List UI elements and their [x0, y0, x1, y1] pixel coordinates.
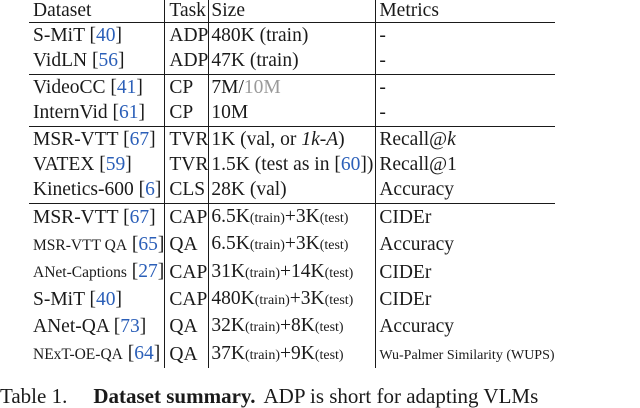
metric-part: CIDEr	[379, 206, 432, 228]
metric-cell	[376, 48, 555, 74]
table-body	[29, 23, 555, 369]
metric-cell	[376, 313, 555, 340]
citation-link[interactable]: 67	[129, 128, 150, 150]
size-part: (test)	[319, 238, 349, 254]
header-task: Task	[165, 0, 209, 23]
size-part: 31K	[211, 260, 245, 282]
metric-cell	[376, 152, 555, 177]
size-part: +8K	[279, 315, 315, 337]
metric-part: k	[447, 128, 456, 150]
size-part: +3K	[284, 233, 320, 255]
metric-cell	[376, 177, 555, 203]
metric-part: Wu-Palmer Similarity (WUPS)	[379, 347, 555, 363]
task-cell: CP	[165, 100, 209, 126]
header-metrics: Metrics	[376, 0, 555, 23]
table-row	[29, 341, 555, 368]
citation-link[interactable]: 64	[134, 343, 154, 365]
dataset-name: ANet-QA	[33, 316, 109, 338]
task-cell: TVR	[165, 152, 209, 177]
size-part: (test)	[319, 210, 349, 226]
caption-label: Table 1.	[0, 384, 68, 408]
size-cell	[209, 100, 376, 126]
metric-part: CIDEr	[379, 289, 432, 311]
metric-part: Accuracy	[379, 316, 455, 338]
size-cell	[209, 23, 376, 49]
metric-cell	[376, 286, 555, 313]
dataset-cell: NExT-OE-QA [64]	[29, 341, 165, 368]
header-size: Size	[209, 0, 376, 23]
table-row	[29, 152, 555, 177]
size-part: (train)	[245, 265, 280, 281]
citation-link[interactable]: 67	[129, 206, 150, 228]
citation-link[interactable]: 61	[119, 102, 139, 124]
size-part: ])	[360, 154, 374, 176]
metric-part: Accuracy	[379, 234, 455, 256]
citation-link[interactable]: 59	[105, 154, 126, 176]
task-cell: CAP	[165, 203, 209, 231]
citation-link[interactable]: 41	[116, 76, 137, 98]
metric-part: -	[379, 76, 386, 98]
citation-link[interactable]: 73	[120, 316, 140, 338]
task-cell: ADP	[165, 23, 209, 49]
size-part: (train)	[249, 210, 285, 226]
dataset-cell: InternVid [61]	[29, 100, 165, 126]
citation-link[interactable]: 65	[138, 233, 158, 255]
size-part: 28K (val)	[211, 179, 287, 201]
table-row	[29, 177, 555, 203]
citation-link[interactable]: 40	[96, 25, 116, 46]
size-part: +3K	[289, 288, 325, 310]
metric-part: -	[379, 50, 386, 72]
metric-part: -	[379, 25, 386, 46]
caption-text: ADP is short for adapting VLMs	[263, 384, 539, 408]
size-part: 6.5K	[211, 205, 250, 227]
size-cell	[209, 286, 376, 313]
table-row	[29, 48, 555, 74]
size-cell	[209, 203, 376, 231]
task-cell: QA	[165, 341, 209, 368]
table-row	[29, 313, 555, 340]
size-part: 10M	[211, 102, 249, 124]
size-part: 47K (train)	[211, 50, 299, 72]
size-cell	[209, 341, 376, 368]
size-part: )	[338, 128, 345, 150]
size-part: 7M/	[211, 76, 244, 98]
dataset-cell: VidLN [56]	[29, 48, 165, 74]
size-part: (test)	[324, 293, 354, 309]
dataset-name: ANet-Captions	[33, 264, 127, 282]
dataset-cell: VATEX [59]	[29, 152, 165, 177]
dataset-name: NExT-OE-QA	[33, 346, 123, 364]
metric-part: Recall@1	[379, 154, 457, 176]
size-part: +9K	[279, 342, 315, 364]
size-part: 37K	[211, 342, 245, 364]
size-part: (test)	[324, 265, 354, 281]
size-part: 32K	[211, 315, 245, 337]
size-part: (train)	[254, 293, 290, 309]
size-part: (train)	[245, 320, 280, 336]
metric-cell	[376, 259, 555, 286]
size-cell	[209, 48, 376, 74]
dataset-name: VidLN	[33, 50, 88, 72]
size-cell	[209, 231, 376, 258]
dataset-name: Kinetics-600	[33, 179, 134, 201]
dataset-name: MSR-VTT	[33, 206, 119, 228]
size-part: 480K	[211, 288, 255, 310]
table-row	[29, 74, 555, 100]
metric-cell	[376, 341, 555, 368]
task-cell: CAP	[165, 286, 209, 313]
table-row	[29, 203, 555, 231]
size-part: (test)	[314, 347, 344, 363]
table-header-row	[29, 0, 555, 23]
size-cell	[209, 126, 376, 152]
size-part: (train)	[249, 238, 285, 254]
dataset-name: VideoCC	[33, 76, 106, 98]
task-cell: QA	[165, 313, 209, 340]
caption-title: Dataset summary.	[93, 384, 256, 408]
dataset-name: S-MiT	[33, 289, 85, 311]
size-cell	[209, 259, 376, 286]
citation-link[interactable]: 40	[96, 289, 116, 311]
dataset-cell: S-MiT [40]	[29, 286, 165, 313]
size-part: 1.5K (test as in [	[211, 154, 341, 176]
citation-link[interactable]: 6	[145, 179, 155, 201]
dataset-name: MSR-VTT QA	[33, 236, 128, 254]
task-cell: ADP	[165, 48, 209, 74]
size-part: 6.5K	[211, 233, 250, 255]
task-cell: QA	[165, 231, 209, 258]
table-row	[29, 259, 555, 286]
dataset-cell: ANet-QA [73]	[29, 313, 165, 340]
table-row	[29, 100, 555, 126]
table-row	[29, 23, 555, 49]
size-cell	[209, 177, 376, 203]
dataset-summary-table	[29, 0, 555, 368]
table-row	[29, 126, 555, 152]
dataset-cell: VideoCC [41]	[29, 74, 165, 100]
metric-part: -	[379, 102, 386, 124]
size-part: 1K (val, or	[211, 128, 302, 150]
dataset-name: VATEX	[33, 154, 95, 176]
citation-link[interactable]: 56	[98, 50, 118, 72]
dataset-cell: MSR-VTT [67]	[29, 126, 165, 152]
dataset-cell: MSR-VTT QA [65]	[29, 231, 165, 258]
size-part: +14K	[279, 260, 325, 282]
size-part: 10M	[243, 76, 281, 98]
size-cell	[209, 313, 376, 340]
dataset-cell: MSR-VTT [67]	[29, 203, 165, 231]
size-part: 480K (train)	[211, 25, 309, 46]
dataset-name: MSR-VTT	[33, 128, 119, 150]
task-cell: TVR	[165, 126, 209, 152]
table-row	[29, 231, 555, 258]
size-cell	[209, 74, 376, 100]
task-cell: CAP	[165, 259, 209, 286]
dataset-cell: ANet-Captions [27]	[29, 259, 165, 286]
size-part: 1k-A	[301, 128, 339, 150]
size-part: (train)	[245, 347, 280, 363]
metric-cell	[376, 203, 555, 231]
citation-link[interactable]: 27	[138, 261, 158, 283]
metric-cell	[376, 231, 555, 258]
metric-cell	[376, 74, 555, 100]
metric-part: Accuracy	[379, 179, 455, 201]
dataset-name: InternVid	[33, 102, 108, 124]
metric-cell	[376, 23, 555, 49]
table-caption	[0, 384, 640, 408]
metric-part: Recall@	[379, 128, 448, 150]
dataset-cell: Kinetics-600 [6]	[29, 177, 165, 203]
citation-link[interactable]: 60	[340, 154, 361, 176]
task-cell: CLS	[165, 177, 209, 203]
task-cell: CP	[165, 74, 209, 100]
dataset-cell: S-MiT [40]	[29, 23, 165, 49]
metric-cell	[376, 126, 555, 152]
metric-part: CIDEr	[379, 261, 432, 283]
size-part: +3K	[284, 205, 320, 227]
size-part: (test)	[314, 320, 344, 336]
table-row	[29, 286, 555, 313]
dataset-name: S-MiT	[33, 25, 85, 46]
metric-cell	[376, 100, 555, 126]
size-cell	[209, 152, 376, 177]
header-dataset: Dataset	[29, 0, 165, 23]
